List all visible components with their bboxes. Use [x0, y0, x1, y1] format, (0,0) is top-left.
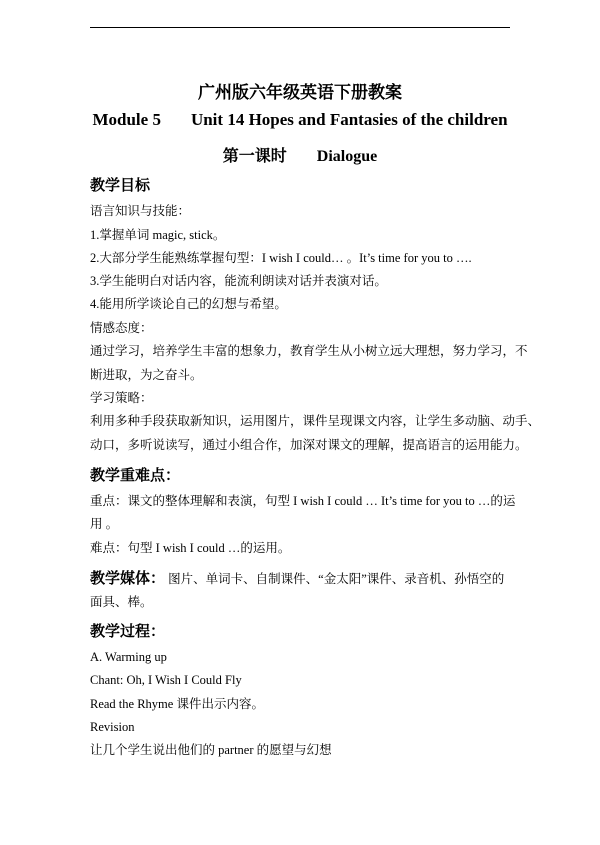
process-line: Revision	[90, 720, 135, 734]
focus-line: 用 。	[90, 517, 119, 531]
attitude-line: 通过学习，培养学生丰富的想象力，教育学生从小树立远大理想，努力学习，不	[90, 344, 528, 358]
header-rule	[90, 27, 510, 28]
objective-item: 4.能用所学谈论自己的幻想与希望。	[90, 297, 287, 311]
difficulty-line: 难点：句型 I wish I could …的运用。	[90, 541, 291, 555]
objective-item: 1.掌握单词 magic, stick。	[90, 228, 226, 242]
process-line: A. Warming up	[90, 650, 167, 664]
lesson-title	[0, 143, 600, 166]
process-line: Read the Rhyme 课件出示内容。	[90, 697, 264, 711]
objectives-heading: 教学目标	[90, 178, 151, 194]
key-points-heading: 教学重难点：	[90, 468, 181, 484]
attitude-label: 情感态度：	[90, 321, 153, 335]
strategy-line: 利用多种手段获取新知识，运用图片，课件呈现课文内容，让学生多动脑、动手、	[90, 414, 541, 428]
media-line-2: 面具、棒。	[90, 595, 153, 609]
unit-label: Unit 14 Hopes and Fantasies of the children	[190, 110, 508, 129]
strategy-line: 动口，多听说读写，通过小组合作，加深对课文的理解，提高语言的运用能力。	[90, 438, 528, 452]
objective-item: 2.大部分学生能熟练掌握句型：I wish I could… 。It’s time for you to ….	[90, 251, 472, 265]
process-heading: 教学过程：	[90, 624, 166, 640]
lesson-type: Dialogue	[316, 148, 378, 165]
objective-item: 3.学生能明白对话内容，能流利朗读对话并表演对话。	[90, 274, 387, 288]
strategy-label: 学习策略：	[90, 391, 153, 405]
process-line: Chant: Oh, I Wish I Could Fly	[90, 673, 242, 687]
focus-line: 重点：课文的整体理解和表演，句型 I wish I could … It’s time for you to …的运	[90, 494, 516, 508]
media-heading: 教学媒体：	[90, 571, 166, 587]
module-unit-title	[0, 110, 600, 130]
media-line	[90, 567, 504, 588]
attitude-line: 断进取，为之奋斗。	[90, 368, 203, 382]
knowledge-label: 语言知识与技能：	[90, 204, 191, 218]
document-title: 广州版六年级英语下册教案	[198, 83, 402, 102]
process-line: 让几个学生说出他们的 partner 的愿望与幻想	[90, 743, 332, 757]
media-list: 图片、单词卡、自制课件、“金太阳”课件、录音机、孙悟空的	[165, 572, 505, 586]
module-label: Module 5	[92, 110, 161, 129]
lesson-label: 第一课时	[222, 148, 287, 165]
